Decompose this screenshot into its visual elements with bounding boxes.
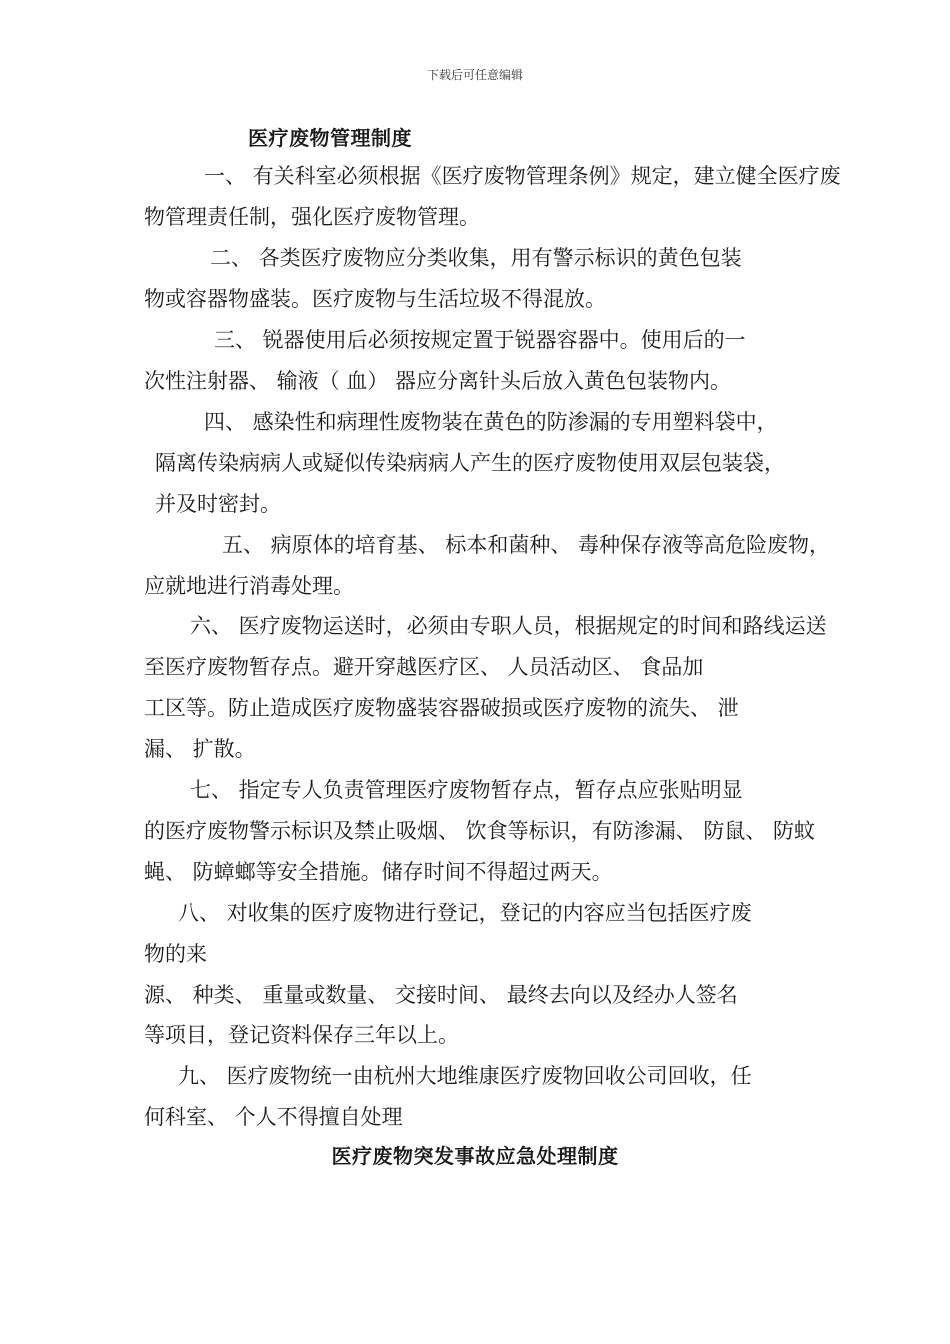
rule-line: 的医疗废物警示标识及禁止吸烟、 饮食等标识，有防渗漏、 防鼠、 防蚊	[144, 819, 816, 843]
rule-line: 源、 种类、 重量或数量、 交接时间、 最终去向以及经办人签名	[144, 983, 738, 1007]
rule-line: 九、 医疗废物统一由杭州大地维康医疗废物回收公司回收，任	[178, 1064, 752, 1088]
rule-line: 蝇、 防蟑螂等安全措施。储存时间不得超过两天。	[144, 860, 613, 884]
rule-line: 物的来	[144, 942, 207, 966]
rule-line: 隔离传染病病人或疑似传染病病人产生的医疗废物使用双层包装袋，	[155, 451, 785, 475]
rule-line: 何科室、 个人不得擅自处理	[144, 1105, 403, 1129]
rule-line: 一、 有关科室必须根据《医疗废物管理条例》规定，建立健全医疗废	[204, 164, 841, 188]
rule-line: 物或容器物盛装。医疗废物与生活垃圾不得混放。	[144, 287, 606, 311]
rule-line: 等项目，登记资料保存三年以上。	[144, 1023, 459, 1047]
rule-line: 四、 感染性和病理性废物装在黄色的防渗漏的专用塑料袋中，	[204, 410, 778, 434]
rule-line: 六、 医疗废物运送时，必须由专职人员，根据规定的时间和路线运送	[190, 614, 827, 638]
rule-line: 工区等。防止造成医疗废物盛装容器破损或医疗废物的流失、 泄	[144, 696, 739, 720]
page-header: 下载后可任意编辑	[426, 68, 523, 82]
rule-line: 至医疗废物暂存点。避开穿越医疗区、 人员活动区、 食品加	[144, 655, 704, 679]
rule-line: 七、 指定专人负责管理医疗废物暂存点，暂存点应张贴明显	[190, 778, 743, 802]
rule-line: 物管理责任制，强化医疗废物管理。	[144, 205, 480, 229]
rule-line: 次性注射器、 输液（ 血） 器应分离针头后放入黄色包装物内。	[144, 369, 732, 393]
rule-line: 二、 各类医疗废物应分类收集，用有警示标识的黄色包装	[210, 246, 742, 270]
section-title: 医疗废物突发事故应急处理制度	[331, 1144, 619, 1168]
rule-line: 五、 病原体的培育基、 标本和菌种、 毒种保存液等高危险废物，	[222, 533, 831, 557]
rule-line: 八、 对收集的医疗废物进行登记，登记的内容应当包括医疗废	[178, 901, 752, 925]
rule-line: 应就地进行消毒处理。	[144, 574, 354, 598]
document-title: 医疗废物管理制度	[248, 126, 412, 150]
rule-line: 三、 锐器使用后必须按规定置于锐器容器中。使用后的一	[214, 328, 746, 352]
rule-line: 漏、 扩散。	[144, 737, 256, 761]
rule-line: 并及时密封。	[155, 492, 281, 516]
